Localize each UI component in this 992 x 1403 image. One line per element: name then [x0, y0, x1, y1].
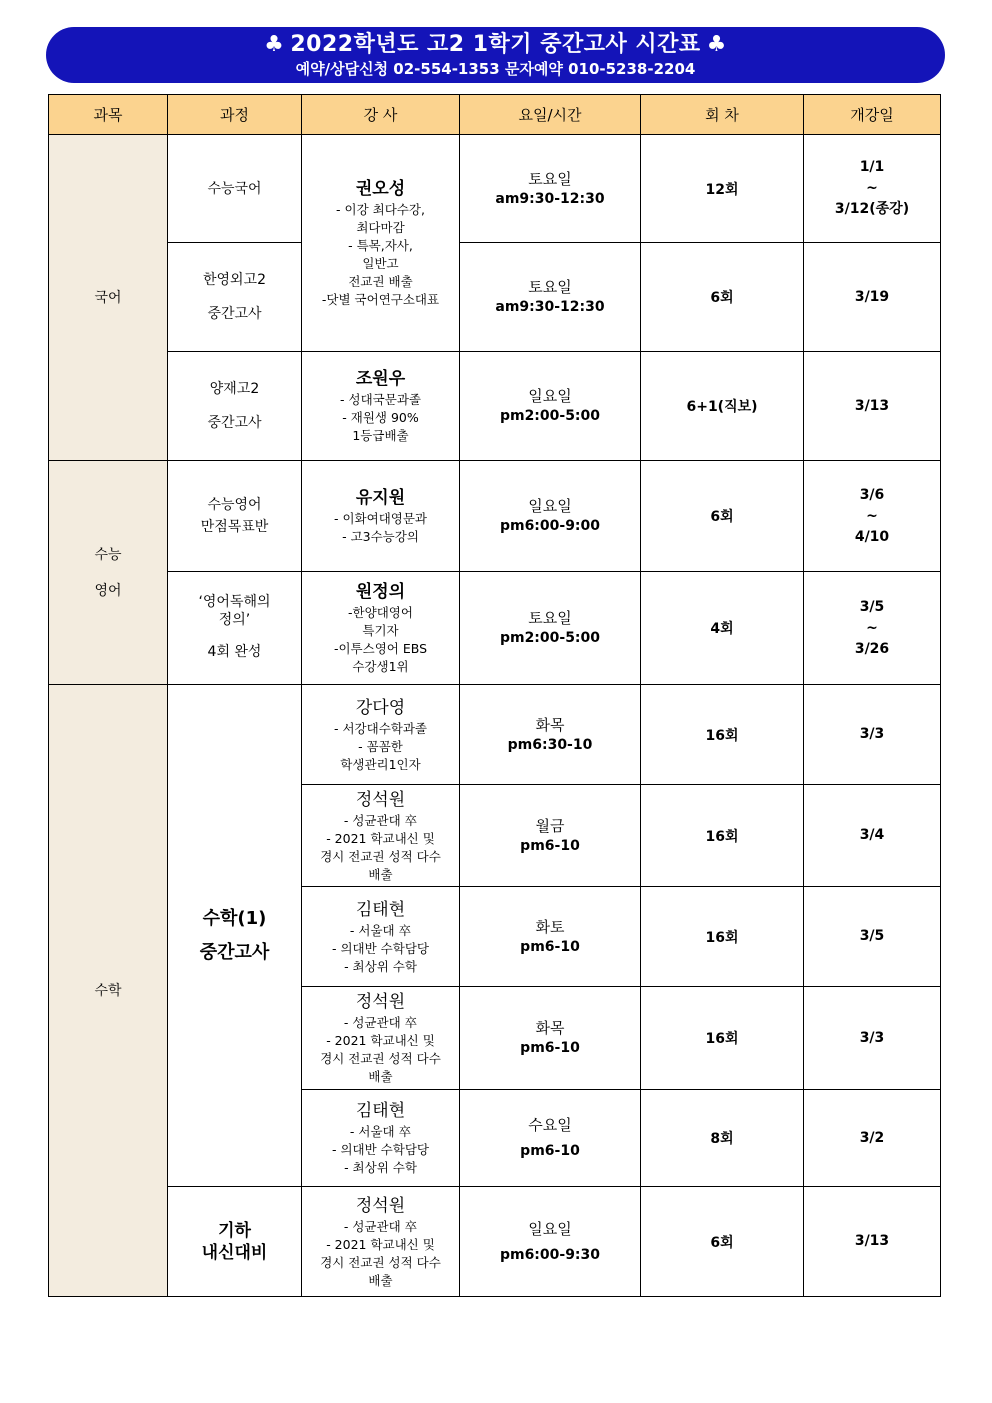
col-header: 회 차	[641, 95, 804, 135]
teacher-name: 권오성	[355, 179, 406, 199]
day-text: 화목	[535, 1019, 565, 1037]
day-text: 일요일	[528, 1219, 572, 1238]
teacher-desc: - 성균관대 卒	[343, 812, 418, 828]
time-cell	[460, 887, 641, 987]
time-cell	[460, 987, 641, 1090]
open-date-cell	[804, 461, 941, 572]
club-icon: ♣	[706, 32, 727, 57]
teacher-desc: 배출	[368, 866, 393, 882]
open-date: ~	[866, 180, 878, 196]
col-header: 개강일	[804, 95, 941, 135]
course-line: 내신대비	[201, 1242, 268, 1263]
teacher-desc: - 서울대 卒	[349, 1124, 412, 1139]
open-date-cell	[804, 135, 941, 243]
course-cell	[168, 572, 302, 685]
open-date-cell: 3/5	[804, 887, 941, 987]
col-header: 과정	[168, 95, 302, 135]
open-date: 1/1	[859, 159, 885, 175]
day-text: 토요일	[528, 169, 572, 188]
open-date: 3/6	[859, 486, 885, 503]
course-line: 만점목표반	[200, 519, 269, 535]
teacher-cell	[302, 685, 460, 785]
teacher-desc: - 서울대 卒	[349, 922, 412, 938]
teacher-desc: - 의대반 수학담당	[332, 1142, 429, 1157]
course-line: 중간고사	[207, 306, 262, 322]
session-cell: 12회	[641, 135, 804, 243]
course-line: 수학(1)	[202, 907, 267, 929]
open-date-cell: 3/3	[804, 685, 941, 785]
session-cell: 16회	[641, 887, 804, 987]
course-line: 중간고사	[199, 941, 270, 963]
course-line: 수능영어	[207, 497, 262, 513]
teacher-desc: - 서강대수학과졸	[333, 720, 427, 736]
teacher-desc: - 성대국문과졸	[340, 392, 421, 407]
course-line: 정의’	[218, 612, 251, 628]
time-cell	[460, 785, 641, 887]
time-cell	[460, 243, 641, 352]
teacher-desc: - 고3수능강의	[342, 529, 419, 544]
teacher-desc: - 2021 학교내신 및	[326, 1236, 435, 1252]
teacher-cell	[302, 987, 460, 1090]
teacher-desc: -닷별 국어연구소대표	[321, 292, 440, 307]
course-line: 양재고2	[209, 381, 260, 397]
time-cell	[460, 135, 641, 243]
course-cell: 수능국어	[168, 135, 302, 243]
hour-text: pm6-10	[520, 938, 580, 955]
hour-text: am9:30-12:30	[495, 190, 605, 207]
teacher-desc: 전교권 배출	[348, 274, 413, 289]
teacher-name: 조원우	[355, 369, 406, 389]
table-row	[49, 1187, 941, 1297]
hour-text: pm6:30-10	[507, 736, 593, 753]
table-row	[49, 461, 941, 572]
club-icon: ♣	[264, 32, 285, 57]
open-date-cell: 3/19	[804, 243, 941, 352]
teacher-desc: - 최상위 수학	[344, 958, 417, 974]
table-row	[49, 243, 941, 352]
hour-text: pm2:00-5:00	[499, 630, 601, 646]
time-cell	[460, 1090, 641, 1187]
teacher-desc: 학생관리1인자	[340, 756, 421, 772]
table-row	[49, 685, 941, 785]
open-date: 3/12(종강)	[834, 201, 910, 217]
time-cell	[460, 685, 641, 785]
session-cell: 8회	[641, 1090, 804, 1187]
hour-text: pm6:00-9:30	[499, 1246, 601, 1263]
day-text: 일요일	[528, 387, 572, 405]
teacher-desc: - 재원생 90%	[342, 410, 419, 425]
teacher-name: 유지원	[355, 488, 406, 508]
hour-text: pm6-10	[520, 1040, 580, 1056]
teacher-desc: 배출	[368, 1272, 393, 1288]
open-date-cell: 3/2	[804, 1090, 941, 1187]
teacher-desc: 일반고	[362, 256, 399, 271]
course-line: 기하	[218, 1220, 251, 1241]
hour-text: pm6-10	[520, 1143, 580, 1159]
page-title	[46, 27, 945, 60]
teacher-desc: 경시 전교권 성적 다수	[320, 848, 441, 864]
day-text: 화토	[535, 917, 565, 936]
teacher-name: 정석원	[355, 789, 406, 810]
title-banner	[46, 27, 945, 83]
table-row	[49, 135, 941, 243]
schedule-table	[48, 94, 941, 1297]
open-date: 3/26	[854, 640, 890, 657]
table-row	[49, 352, 941, 461]
teacher-desc: - 특목,자사,	[348, 238, 413, 253]
course-line: 중간고사	[207, 415, 262, 431]
teacher-cell	[302, 572, 460, 685]
open-date-cell: 3/3	[804, 987, 941, 1090]
open-date: ~	[866, 619, 878, 636]
teacher-desc: - 2021 학교내신 및	[326, 1033, 435, 1048]
header-row	[49, 95, 941, 135]
day-text: 수요일	[528, 1116, 572, 1134]
teacher-desc: 경시 전교권 성적 다수	[320, 1051, 441, 1066]
time-cell	[460, 1187, 641, 1297]
hour-text: pm2:00-5:00	[499, 408, 601, 424]
session-cell: 6회	[641, 461, 804, 572]
col-header: 강 사	[302, 95, 460, 135]
course-cell	[168, 685, 302, 1187]
teacher-cell	[302, 1090, 460, 1187]
teacher-desc: 최다마감	[356, 220, 405, 235]
teacher-desc: 배출	[368, 1069, 393, 1084]
teacher-cell	[302, 135, 460, 352]
open-date-cell: 3/13	[804, 1187, 941, 1297]
day-text: 일요일	[528, 497, 572, 515]
teacher-desc: - 성균관대 卒	[343, 1015, 418, 1030]
course-line: 4회 완성	[207, 644, 262, 660]
teacher-desc: - 최상위 수학	[344, 1160, 417, 1175]
teacher-name: 강다영	[355, 697, 406, 718]
session-cell: 6회	[641, 243, 804, 352]
hour-text: pm6:00-9:00	[499, 518, 601, 534]
open-date: ~	[866, 507, 878, 524]
teacher-desc: 1등급배출	[352, 428, 409, 443]
hour-text: am9:30-12:30	[495, 299, 605, 315]
course-cell	[168, 461, 302, 572]
subject-cell: 수학	[49, 685, 168, 1297]
teacher-desc: -이투스영어 EBS	[333, 641, 428, 656]
session-cell: 16회	[641, 685, 804, 785]
teacher-desc: - 이강 최다수강,	[336, 202, 425, 217]
session-cell: 6+1(직보)	[641, 352, 804, 461]
day-text: 토요일	[528, 609, 572, 627]
subject-cell: 국어	[49, 135, 168, 461]
teacher-desc: - 2021 학교내신 및	[326, 830, 435, 846]
course-cell	[168, 1187, 302, 1297]
subject-line: 수능	[94, 546, 122, 563]
teacher-desc: - 이화여대영문과	[333, 511, 427, 526]
day-text: 월금	[535, 816, 565, 835]
session-cell: 4회	[641, 572, 804, 685]
teacher-desc: - 의대반 수학담당	[332, 940, 429, 956]
course-line: ‘영어독해의	[198, 594, 271, 610]
teacher-cell	[302, 1187, 460, 1297]
open-date-cell: 3/13	[804, 352, 941, 461]
teacher-name: 김태현	[355, 1101, 406, 1121]
teacher-desc: 수강생1위	[352, 659, 409, 674]
teacher-desc: 경시 전교권 성적 다수	[320, 1254, 441, 1270]
time-cell	[460, 352, 641, 461]
time-cell	[460, 461, 641, 572]
open-date-cell: 3/4	[804, 785, 941, 887]
contact-line: 예약/상담신청 02-554-1353 문자예약 010-5238-2204	[295, 60, 696, 78]
teacher-cell	[302, 887, 460, 987]
teacher-desc: -한양대영어	[348, 605, 413, 620]
col-header: 과목	[49, 95, 168, 135]
table-row	[49, 572, 941, 685]
teacher-desc: 특기자	[362, 623, 399, 638]
day-text: 화목	[535, 715, 565, 734]
session-cell: 6회	[641, 1187, 804, 1297]
course-line: 한영외고2	[202, 272, 266, 288]
teacher-cell	[302, 352, 460, 461]
subject-cell	[49, 461, 168, 685]
open-date: 3/5	[859, 598, 885, 615]
teacher-desc: - 꼼꼼한	[358, 738, 403, 754]
open-date-cell	[804, 572, 941, 685]
teacher-name: 원정의	[355, 582, 406, 602]
teacher-cell	[302, 785, 460, 887]
session-cell: 16회	[641, 785, 804, 887]
course-cell	[168, 243, 302, 352]
day-text: 토요일	[528, 278, 572, 296]
title-text: 2022학년도 고2 1학기 중간고사 시간표	[290, 32, 701, 57]
teacher-cell	[302, 461, 460, 572]
col-header: 요일/시간	[460, 95, 641, 135]
teacher-name: 정석원	[355, 1195, 406, 1216]
teacher-name: 김태현	[355, 899, 406, 920]
teacher-desc: - 성균관대 卒	[343, 1218, 418, 1234]
session-cell: 16회	[641, 987, 804, 1090]
hour-text: pm6-10	[520, 837, 580, 854]
course-cell	[168, 352, 302, 461]
time-cell	[460, 572, 641, 685]
teacher-name: 정석원	[355, 992, 406, 1012]
open-date: 4/10	[854, 528, 890, 545]
subject-line: 영어	[94, 582, 122, 599]
